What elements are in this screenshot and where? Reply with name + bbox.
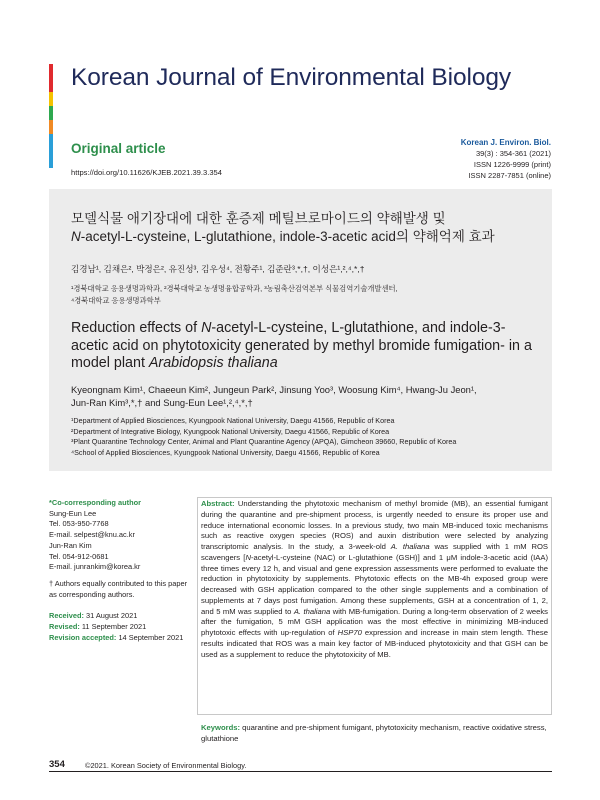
english-authors-line1: Kyeongnam Kim¹, Chaeeun Kim², Jungeun Park², Jinsung Yoo³, Woosung Kim⁴, Hwang-Ju Jeon¹, xyxy=(71,384,477,395)
korean-affil-line2: ⁴경북대학교 응용생명과학부 xyxy=(71,295,161,305)
corr-name-2: Jun-Ran Kim xyxy=(49,540,92,550)
korean-affiliations xyxy=(71,283,398,306)
corr-tel-2: Tel. 054-912-0681 xyxy=(49,551,109,561)
issn-online: ISSN 2287-7851 (online) xyxy=(468,171,551,181)
revised-date: Revised: 11 September 2021 xyxy=(49,622,147,632)
received-date: Received: 31 August 2021 xyxy=(49,611,138,621)
accepted-date: Revision accepted: 14 September 2021 xyxy=(49,632,184,642)
journal-abbrev: Korean J. Environ. Biol. xyxy=(460,138,551,147)
volume-pages: 39(3) : 354-361 (2021) xyxy=(475,149,551,159)
affiliation-1: ¹Department of Applied Biosciences, Kyungpook National University, Daegu 41566, Republic of Korea xyxy=(71,416,395,425)
korean-authors: 김경남¹, 김채은², 박정은², 유진성³, 김우성⁴, 전황주¹, 김준란³,*,†, 이성은¹,²,⁴,*,† xyxy=(71,264,365,274)
stripe-blue xyxy=(49,134,53,168)
stripe-orange xyxy=(49,120,53,134)
english-authors xyxy=(71,383,541,409)
journal-title: Korean Journal of Environmental Biology xyxy=(71,64,512,91)
footer-rule xyxy=(49,771,552,772)
keywords-label: Keywords: xyxy=(201,723,241,732)
affiliation-4: ⁴School of Applied Biosciences, Kyungpook National University, Daegu 41566, Republic of Korea xyxy=(71,447,380,457)
article-type: Original article xyxy=(71,141,166,156)
issn-print: ISSN 1226-9999 (print) xyxy=(473,160,551,170)
keywords: Keywords: quarantine and pre-shipment fumigant, phytotoxicity mechanism, reactive oxidative stress, glutathione xyxy=(201,723,547,743)
sidebar-info xyxy=(49,498,189,643)
korean-title-line1: 모델식물 애기장대에 대한 훈증제 메틸브로마이드의 약해발생 및 xyxy=(71,211,446,226)
korean-title-line2: N-acetyl-L-cysteine, L-glutathione, indole-3-acetic acid의 약해억제 효과 xyxy=(71,229,495,244)
stripe-yellow xyxy=(49,92,53,106)
doi-link[interactable]: https://doi.org/10.11626/KJEB.2021.39.3.354 xyxy=(71,168,223,177)
affiliation-2: ²Department of Integrative Biology, Kyungpook National University, Daegu 41566, Republic of Korea xyxy=(71,426,390,436)
abstract: Abstract: Understanding the phytotoxic mechanism of methyl bromide (MB), an essential fumigant during the quarantine and pre-shipment process, is urgently needed to ensure its proper use and reduce international economic losses. In a previous study, two main MB-induced toxic mechanisms such as reactive oxygen species (ROS) and auxin distribution were selected by analyzing transcriptomic analysis. In the study, a 3-week-old A. thaliana was supplied with 1 mM ROS scavengers [N-acetyl-L-cysteine (NAC) or L-glutathione (GSH)] and 1 μM indole-3-acetic acid (IAA) three times every 12 h, and visual and gene expression assessments were performed to evaluate the reduction in phytotoxicity by supplements. Phytotoxic effects on the MB-4h exposed group were decreased with GSH application compared to the other single supplements and a combination of supplements at 7 days post fumigation. Among these supplements, GSH at a concentration of 1, 2, and 5 mM was supplied to A. thaliana with MB-fumigation. During a long-term observation of 2 weeks after the fumigation, 5 mM GSH application was the most effective in minimizing MB-induced phytotoxic effects with up-regulation of HSP70 expression and increase in main stem length. These results indicated that ROS was a main key factor of MB-induced phytotoxicity and that GSH can be used as a supplement to reduce the phytotoxicity of MB. xyxy=(201,499,549,659)
korean-affil-line1: ¹경북대학교 응용생명과학과, ²경북대학교 농생명융합공학과, ³농림축산검역본부 식물검역기술개발센터, xyxy=(71,284,398,293)
stripe-green xyxy=(49,106,53,120)
page-number: 354 xyxy=(49,759,65,770)
english-affiliations xyxy=(71,416,541,458)
korean-title xyxy=(71,210,495,246)
equal-contribution-note: † Authors equally contributed to this paper as corresponding authors. xyxy=(49,578,188,599)
english-authors-line2: Jun-Ran Kim³,*,† and Sung-Eun Lee¹,²,⁴,*,† xyxy=(71,397,253,408)
affiliation-3: ³Plant Quarantine Technology Center, Animal and Plant Quarantine Agency (APQA), Gimcheon 39660, Republic of Korea xyxy=(71,437,457,446)
corresponding-heading: *Co-corresponding author xyxy=(49,498,141,507)
dates-block xyxy=(49,611,189,643)
citation-block xyxy=(461,137,551,181)
copyright: ©2021. Korean Society of Environmental Biology. xyxy=(85,761,247,770)
corr-name-1: Sung-Eun Lee xyxy=(49,508,97,518)
abstract-label: Abstract: xyxy=(201,499,235,508)
stripe-red xyxy=(49,64,53,92)
corr-email-2[interactable]: E-mail. junrankim@korea.kr xyxy=(49,562,141,572)
english-title: Reduction effects of N-acetyl-L-cysteine, L-glutathione, and indole-3-acetic acid on phytotoxicity generated by methyl bromide fumigation- in a model plant Arabidopsis thaliana xyxy=(71,320,532,371)
corr-email-1[interactable]: E-mail. selpest@knu.ac.kr xyxy=(49,530,135,540)
corr-tel-1: Tel. 053-950-7768 xyxy=(49,519,109,529)
